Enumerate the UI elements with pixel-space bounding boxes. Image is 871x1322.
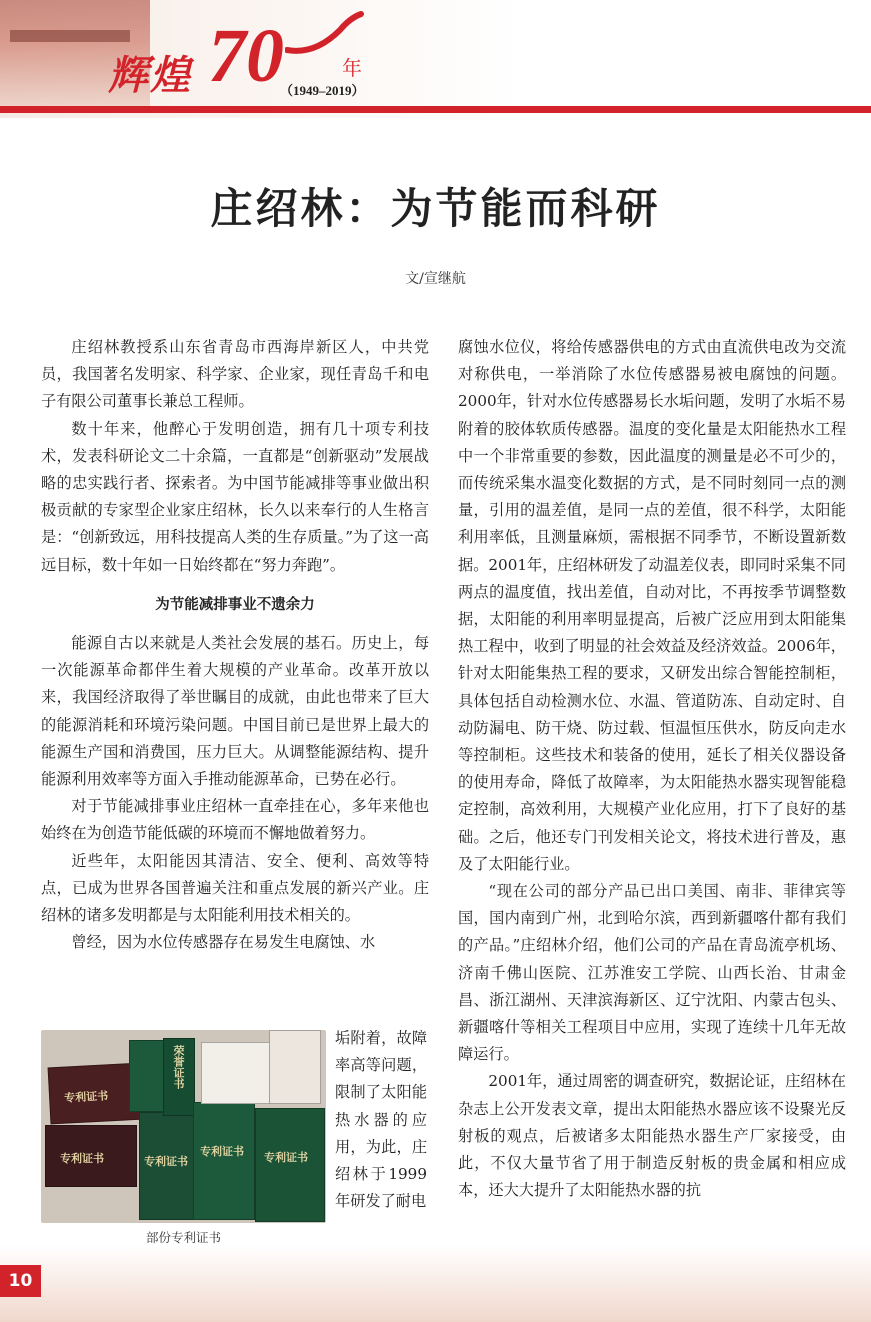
section-subheading: 为节能减排事业不遗余力: [155, 596, 315, 613]
gate-roof-shape: [10, 30, 130, 42]
paragraph: 能源自古以来就是人类社会发展的基石。历史上，每一次能源革命都伴生着大规模的产业革命。改革开放以来，我国经济取得了举世瞩目的成就，由此也带来了巨大的能源消耗和环境污染问题。中国目前已是世界上最大的能源生产国和消费国，压力巨大。从调整能源结构、提升能源利用效率等方面入手推动能源革命，已势在必行。: [41, 634, 429, 789]
certificate-book: [45, 1125, 137, 1187]
paragraph: 曾经，因为水位传感器存在易发生电腐蚀、水: [71, 933, 376, 952]
certificate-book: [139, 1112, 199, 1220]
left-column: [41, 334, 429, 956]
paragraph: 对于节能减排事业庄绍林一直牵挂在心，多年来他也始终在为创造节能低碳的环境而不懈地做着努力。: [41, 797, 429, 843]
certificate-book: [255, 1108, 325, 1222]
paragraph: 庄绍林教授系山东省青岛市西海岸新区人，中共党员，我国著名发明家、科学家、企业家，现任青岛千和电子有限公司董事长兼总工程师。: [41, 338, 429, 411]
certificate-document: [201, 1042, 275, 1104]
certificate-book: [163, 1038, 195, 1116]
book-label: 专利证书: [63, 1089, 109, 1105]
book-label: 荣誉证书: [172, 1045, 185, 1089]
brand-script-text: 辉煌: [108, 52, 192, 99]
article-byline: 文/宣继航: [405, 271, 466, 287]
brand-70-number: 70: [208, 14, 284, 98]
certificate-document: [269, 1030, 321, 1104]
right-column: [458, 334, 846, 1205]
book-label: 专利证书: [60, 1152, 104, 1165]
certificate-book: [193, 1102, 255, 1220]
patent-certificates-photo: [41, 1030, 326, 1223]
paragraph: 腐蚀水位仪，将给传感器供电的方式由直流供电改为交流对称供电，一举消除了水位传感器易被电腐蚀的问题。2000年，针对水位传感器易长水垢问题，发明了水垢不易附着的胶体软质传感器。温度的变化量是太阳能热水工程中一个非常重要的参数，因此温度的测量是必不可少的，而传统采集水温变化数据的方式，是不同时刻同一点的测量，引用的温差值，是同一点的差值，很不科学，太阳能利用率低，且测量麻烦，需根据不同季节，不断设置新数据。2001年，庄绍林研发了动温差仪表，即同时采集不同两点的温度值，找出差值，自动对比，不再按季节调整数据，太阳能的利用率明显提高，后被广泛应用到太阳能集热工程中，收到了明显的社会效益及经济效益。2006年，针对太阳能集热工程的要求，又研发出综合智能控制柜，具体包括自动检测水位、水温、管道防冻、自动定时、自动防漏电、防干烧、防过载、恒温恒压供水，防反向走水等控制柜。这些技术和装备的使用，延长了相关仪器设备的使用寿命，降低了故障率，为太阳能热水器实现智能稳定控制，高效利用，大规模产业化应用，打下了良好的基础。之后，他还专门刊发相关论文，将技术进行普及，惠及了太阳能行业。: [458, 338, 846, 873]
paragraph: “现在公司的部分产品已出口美国、南非、菲律宾等国，国内南到广州，北到哈尔滨，西到新疆喀什都有我们的产品。”庄绍林介绍，他们公司的产品在青岛流亭机场、济南千佛山医院、江苏淮安工学院、山西长治、甘肃金昌、浙江湖州、天津滨海新区、辽宁沈阳、内蒙古包头、新疆喀什等相关工程项目中应用，实现了连续十几年无故障运行。: [458, 882, 846, 1064]
masthead: [0, 0, 871, 118]
paragraph: 2001年，通过周密的调查研究，数据论证，庄绍林在杂志上公开发表文章，提出太阳能热水器应该不设聚光反射板的观点，后被诸多太阳能热水器生产厂家接受，由此，不仅大量节省了用于制造反射板的贵金属和相应成本，还大大提升了太阳能热水器的抗: [458, 1072, 846, 1200]
header-rule: [0, 106, 871, 113]
book-label: 专利证书: [200, 1145, 244, 1158]
book-label: 专利证书: [144, 1155, 188, 1168]
brand-years: （1949–2019）: [280, 83, 365, 98]
paragraph: 数十年来，他醉心于发明创造，拥有几十项专利技术，发表科研论文二十余篇，一直都是“创新驱动”发展战略的忠实践行者、探索者。为中国节能减排等事业做出积极贡献的专家型企业家庄绍林，长久以来奉行的人生格言是：“创新致远，用科技提高人类的生存质量。”为了这一高远目标，数十年如一日始终都在“努力奔跑”。: [41, 419, 429, 574]
footer-background: [0, 1245, 871, 1322]
paragraph: 垢附着，故障率高等问题，限制了太阳能热水器的应用，为此，庄绍林于1999年研发了耐电: [335, 1029, 427, 1211]
brand-year-char: 年: [342, 56, 362, 80]
page-number: 10: [0, 1265, 41, 1297]
paragraph: 近些年，太阳能因其清洁、安全、便利、高效等特点，已成为世界各国普遍关注和重点发展的新兴产业。庄绍林的诸多发明都是与太阳能利用技术相关的。: [41, 851, 429, 925]
photo-caption: 部份专利证书: [145, 1230, 221, 1245]
text-wrap-beside-photo: [335, 1025, 427, 1215]
article-title: 庄绍林：为节能而科研: [210, 184, 661, 233]
book-label: 专利证书: [264, 1151, 308, 1164]
